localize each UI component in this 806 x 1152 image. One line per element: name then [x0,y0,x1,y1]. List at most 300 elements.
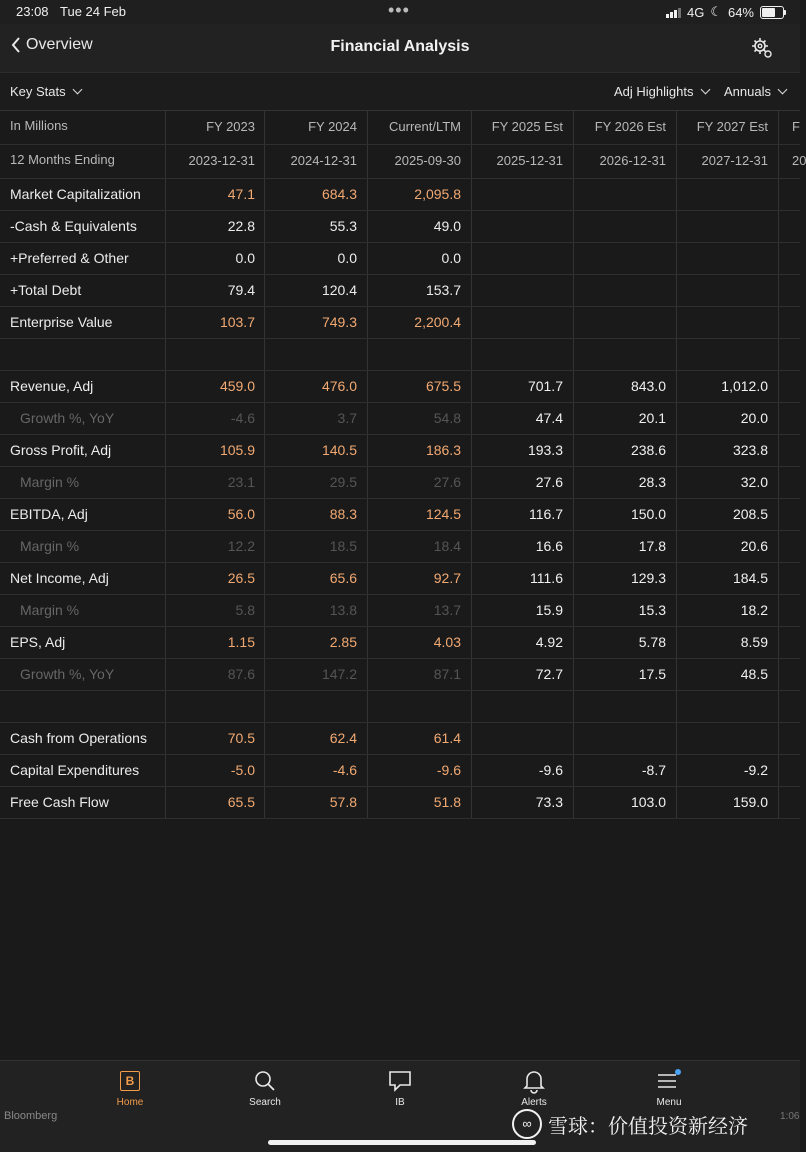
table-cell: 22.8 [227,218,255,234]
page-title: Financial Analysis [330,38,470,55]
column-divider [264,595,265,626]
column-divider [778,307,779,338]
table-cell: 29.5 [329,474,357,490]
table-cell: 65.5 [227,794,255,810]
column-divider [471,467,472,498]
column-divider [778,403,779,434]
column-divider [676,243,677,274]
table-cell: 12.2 [227,538,255,554]
table-cell: 4.92 [535,634,563,650]
column-header[interactable]: 2023-12-31 [188,153,255,168]
column-divider [264,307,265,338]
column-divider [778,467,779,498]
table-cell: 0.0 [235,250,255,266]
tab-alerts[interactable] [494,1067,574,1108]
chevron-down-icon [700,85,710,95]
column-divider [471,111,472,144]
column-divider [573,723,574,754]
watermark-text: 雪球：价值投资新经济 [548,1115,748,1138]
column-header[interactable]: FY 2025 Est [491,119,563,134]
table-cell: 1.15 [227,634,255,650]
table-cell: 73.3 [535,794,563,810]
table-cell: -9.2 [743,762,768,778]
column-divider [471,531,472,562]
column-divider [573,307,574,338]
column-divider [471,659,472,690]
table-cell: 1,012.0 [721,378,768,394]
row-label: Gross Profit, Adj [10,442,112,458]
column-divider [573,691,574,722]
table-row[interactable] [0,435,800,467]
table-cell: 843.0 [630,378,666,394]
column-divider [264,275,265,306]
column-divider [573,339,574,370]
column-divider [165,563,166,594]
table-cell: 3.7 [337,410,357,426]
table-cell: -4.6 [332,762,357,778]
chat-icon [388,1070,412,1092]
table-cell: 18.5 [329,538,357,554]
table-cell: 18.2 [740,602,768,618]
table-row[interactable] [0,563,800,595]
bloomberg-brand: Bloomberg [4,1110,58,1122]
column-header[interactable]: Current/LTM [389,119,461,134]
xueqiu-watermark [512,1109,748,1139]
table-cell: 116.7 [529,506,563,522]
column-header[interactable]: FY 2027 Est [696,119,768,134]
column-divider [471,243,472,274]
header-label: In Millions [10,118,68,133]
column-divider [778,691,779,722]
column-divider [264,531,265,562]
column-divider [165,435,166,466]
column-divider [676,307,677,338]
battery-percent: 64% [727,4,754,20]
table-cell: 8.59 [740,634,768,650]
column-divider [367,339,368,370]
table-cell: 701.7 [527,378,563,394]
table-row[interactable] [0,499,800,531]
column-divider [573,243,574,274]
table-cell: 27.6 [535,474,563,490]
table-cell: 147.2 [321,666,357,682]
column-divider [264,787,265,818]
table-cell: 70.5 [227,730,255,746]
row-label: Margin % [20,474,80,490]
column-divider [264,499,265,530]
bell-icon [523,1069,545,1093]
row-label: Market Capitalization [10,186,141,202]
tab-bar [0,1060,800,1152]
column-divider [676,723,677,754]
column-divider [367,627,368,658]
column-header[interactable]: FY 2026 Est [594,119,666,134]
search-icon [254,1070,276,1092]
table-row[interactable] [0,243,800,275]
column-divider [165,111,166,144]
multitask-dots-icon[interactable]: ••• [388,0,410,20]
column-divider [471,371,472,402]
column-divider [264,179,265,210]
table-cell: 13.7 [433,602,461,618]
table-cell: 2,200.4 [414,314,461,330]
table-cell: 79.4 [227,282,255,298]
table-cell: 62.4 [329,730,357,746]
table-cell: 124.5 [425,506,461,522]
column-header[interactable]: FY 2024 [308,119,357,134]
table-cell: 87.1 [433,666,461,682]
column-divider [778,243,779,274]
column-divider [676,339,677,370]
table-row[interactable] [0,179,800,211]
table-row[interactable] [0,659,800,691]
column-divider [778,595,779,626]
table-row[interactable] [0,787,800,819]
table-cell: 20.0 [740,410,768,426]
column-divider [367,211,368,242]
column-divider [367,111,368,144]
column-divider [676,403,677,434]
row-label: EBITDA, Adj [10,506,88,522]
column-divider [367,435,368,466]
moon-icon: ☾ [710,4,722,19]
column-divider [573,755,574,786]
column-header[interactable]: 2025-12-31 [496,153,563,168]
column-divider [264,435,265,466]
column-divider [367,403,368,434]
chevron-down-icon [778,85,788,95]
column-divider [367,563,368,594]
column-divider [367,179,368,210]
table-row[interactable] [0,627,800,659]
row-label: Free Cash Flow [10,794,109,810]
column-divider [676,627,677,658]
table-cell: 17.8 [638,538,666,554]
table-cell: 87.6 [227,666,255,682]
column-divider [778,499,779,530]
tab-home[interactable] [90,1067,170,1108]
column-divider [676,275,677,306]
table-cell: 5.78 [638,634,666,650]
column-divider [367,531,368,562]
column-divider [165,403,166,434]
column-divider [778,275,779,306]
column-divider [573,595,574,626]
column-divider [471,723,472,754]
table-cell: -9.6 [538,762,563,778]
network-label: 4G [686,4,705,20]
column-header[interactable]: 20 [792,153,806,168]
column-divider [471,435,472,466]
table-cell: 159.0 [732,794,768,810]
table-cell: 16.6 [535,538,563,554]
table-cell: -8.7 [641,762,666,778]
table-cell: 57.8 [329,794,357,810]
menu-icon [656,1069,682,1093]
table-cell: 32.0 [740,474,768,490]
table-cell: 27.6 [433,474,461,490]
column-divider [367,755,368,786]
column-divider [471,755,472,786]
column-divider [778,371,779,402]
table-cell: 0.0 [337,250,357,266]
column-divider [367,275,368,306]
column-divider [367,145,368,178]
table-cell: 28.3 [638,474,666,490]
row-label: Margin % [20,602,80,618]
tab-label: Search [249,1097,281,1108]
row-label: EPS, Adj [10,634,66,650]
column-divider [676,211,677,242]
column-divider [264,211,265,242]
key-stats-dropdown[interactable] [10,84,81,99]
column-divider [778,755,779,786]
table-row[interactable] [0,531,800,563]
period-label: Annuals [724,84,771,99]
table-cell: 675.5 [425,378,461,394]
table-cell: 2,095.8 [414,186,461,202]
table-cell: 65.6 [329,570,357,586]
column-header[interactable]: 2025-09-30 [394,153,461,168]
column-divider [264,243,265,274]
column-divider [573,659,574,690]
table-cell: 48.5 [740,666,768,682]
column-divider [573,787,574,818]
column-divider [778,563,779,594]
column-divider [165,595,166,626]
column-header[interactable]: 2024-12-31 [290,153,357,168]
column-divider [471,211,472,242]
column-divider [165,179,166,210]
table-row[interactable] [0,275,800,307]
table-cell: 72.7 [535,666,563,682]
back-label: Overview [26,36,93,53]
column-divider [471,307,472,338]
signal-icon [666,7,681,18]
column-divider [165,145,166,178]
table-cell: 49.0 [433,218,461,234]
column-header[interactable]: FY 2023 [206,119,255,134]
column-divider [471,275,472,306]
table-row[interactable] [0,371,800,403]
column-divider [573,531,574,562]
column-divider [471,627,472,658]
table-cell: 2.85 [329,634,357,650]
financial-table[interactable] [0,111,806,819]
bloomberg-b-icon: B [120,1071,140,1091]
tab-label: Home [116,1097,144,1108]
table-row[interactable] [0,307,800,339]
column-divider [264,723,265,754]
table-cell: 476.0 [321,378,357,394]
table-cell: 186.3 [425,442,461,458]
xueqiu-logo-icon: ∞ [512,1109,542,1139]
table-cell: 129.3 [630,570,666,586]
column-divider [165,275,166,306]
column-divider [264,691,265,722]
navigation-bar [0,24,800,73]
column-divider [676,371,677,402]
highlights-dropdown[interactable] [614,84,709,99]
column-divider [264,755,265,786]
period-dropdown[interactable] [724,84,786,99]
table-cell: 323.8 [732,442,768,458]
row-label: Margin % [20,538,80,554]
column-divider [367,243,368,274]
column-divider [367,787,368,818]
column-divider [778,111,779,144]
table-row[interactable] [0,403,800,435]
table-cell: 18.4 [433,538,461,554]
column-divider [165,659,166,690]
column-divider [676,755,677,786]
table-cell: -9.6 [436,762,461,778]
column-divider [471,563,472,594]
column-divider [367,723,368,754]
row-label: Cash from Operations [10,730,147,746]
column-divider [573,403,574,434]
home-indicator[interactable] [268,1140,536,1145]
table-cell: 120.4 [321,282,357,298]
status-time: 23:08 [16,4,49,19]
row-label: +Preferred & Other [10,250,129,266]
table-cell: 55.3 [329,218,357,234]
table-cell: 47.1 [227,186,255,202]
header-label: 12 Months Ending [10,152,115,167]
column-divider [264,371,265,402]
row-label: Growth %, YoY [20,666,115,682]
table-cell: 153.7 [425,282,461,298]
table-row[interactable] [0,595,800,627]
column-divider [676,563,677,594]
column-divider [264,563,265,594]
row-label: +Total Debt [10,282,82,298]
column-divider [573,627,574,658]
table-cell: 140.5 [321,442,357,458]
column-divider [676,531,677,562]
gear-icon[interactable] [750,36,774,60]
column-divider [573,211,574,242]
column-divider [573,499,574,530]
column-divider [165,499,166,530]
column-divider [471,499,472,530]
column-divider [367,691,368,722]
column-divider [676,145,677,178]
tab-menu[interactable] [629,1067,709,1108]
tab-label: Alerts [521,1097,547,1108]
table-cell: 56.0 [227,506,255,522]
table-cell: 193.3 [527,442,563,458]
table-cell: 20.6 [740,538,768,554]
column-divider [264,339,265,370]
column-divider [676,659,677,690]
column-divider [165,339,166,370]
table-cell: 103.7 [219,314,255,330]
column-divider [778,145,779,178]
table-row[interactable] [0,211,800,243]
column-divider [264,403,265,434]
column-divider [367,659,368,690]
column-divider [367,307,368,338]
table-cell: 88.3 [329,506,357,522]
tab-search[interactable] [225,1067,305,1108]
column-divider [367,371,368,402]
column-divider [676,787,677,818]
table-cell: 0.0 [441,250,461,266]
table-cell: 459.0 [219,378,255,394]
table-row[interactable] [0,467,800,499]
table-cell: 17.5 [638,666,666,682]
column-divider [165,723,166,754]
header-row-fiscal-year [0,111,800,145]
column-header[interactable]: 2026-12-31 [599,153,666,168]
column-divider [573,563,574,594]
row-label: -Cash & Equivalents [10,218,137,234]
column-divider [778,211,779,242]
table-row[interactable] [0,755,800,787]
column-divider [573,145,574,178]
chevron-down-icon [72,85,82,95]
column-divider [264,111,265,144]
table-cell: 105.9 [219,442,255,458]
column-divider [264,627,265,658]
column-divider [676,111,677,144]
table-row[interactable] [0,723,800,755]
column-divider [471,339,472,370]
column-divider [367,467,368,498]
table-cell: 92.7 [433,570,461,586]
table-cell: 103.0 [630,794,666,810]
spacer-row [0,691,800,723]
column-header[interactable]: 2027-12-31 [701,153,768,168]
column-divider [165,371,166,402]
row-label: Growth %, YoY [20,410,115,426]
highlights-label: Adj Highlights [614,84,694,99]
column-divider [471,179,472,210]
column-divider [165,627,166,658]
row-label: Net Income, Adj [10,570,109,586]
table-cell: -5.0 [230,762,255,778]
status-date: Tue 24 Feb [60,4,127,19]
key-stats-label: Key Stats [10,84,66,99]
column-divider [573,275,574,306]
row-label: Revenue, Adj [10,378,94,394]
column-divider [778,179,779,210]
column-header[interactable]: F [792,119,800,134]
table-cell: 54.8 [433,410,461,426]
column-divider [676,595,677,626]
column-divider [778,627,779,658]
column-divider [471,595,472,626]
table-cell: 51.8 [433,794,461,810]
table-cell: 15.9 [535,602,563,618]
table-cell: 26.5 [227,570,255,586]
column-divider [676,435,677,466]
column-divider [573,179,574,210]
column-divider [676,179,677,210]
header-row-period-end [0,145,806,179]
tab-ib[interactable] [360,1067,440,1108]
column-divider [471,145,472,178]
column-divider [676,499,677,530]
table-cell: 15.3 [638,602,666,618]
column-divider [573,371,574,402]
table-cell: 5.8 [235,602,255,618]
table-cell: 61.4 [433,730,461,746]
column-divider [471,691,472,722]
column-divider [471,403,472,434]
table-cell: 47.4 [535,410,563,426]
